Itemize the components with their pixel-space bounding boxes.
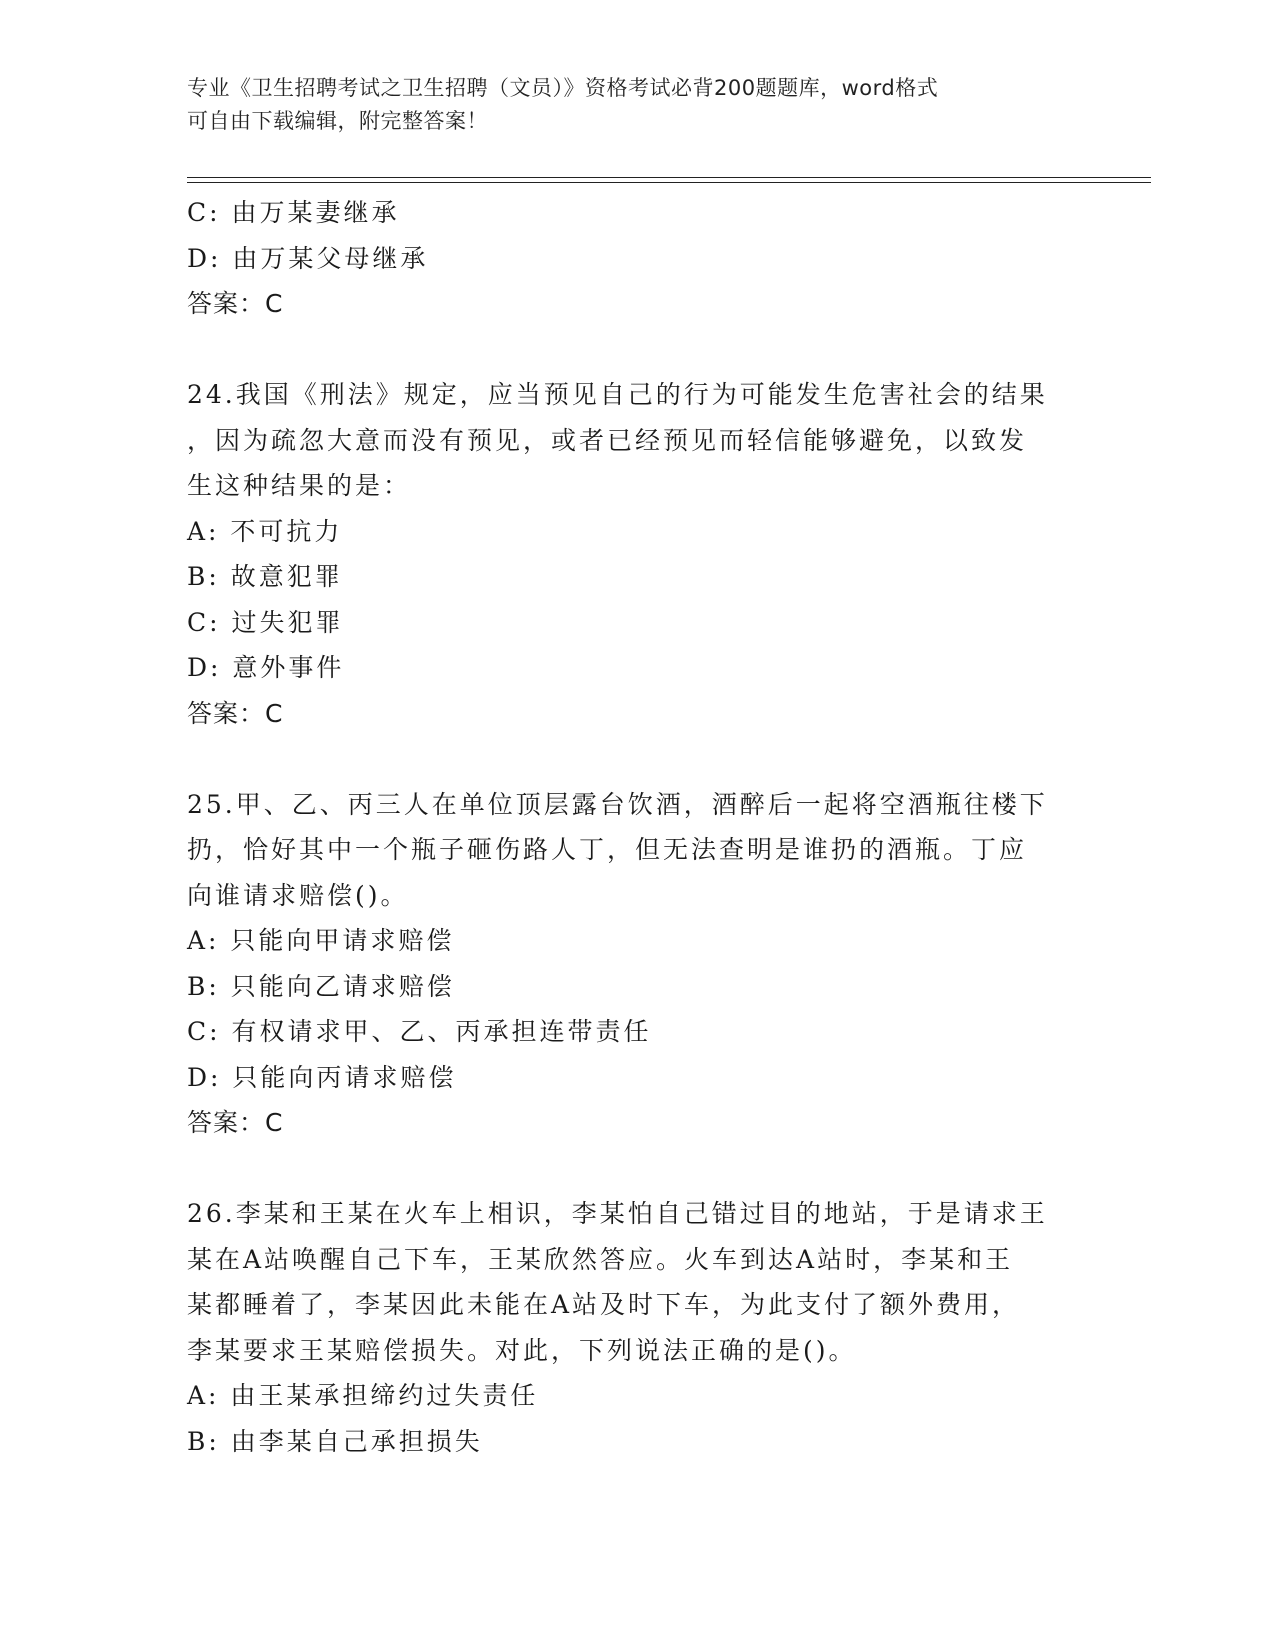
question-stem: 某在A站唤醒自己下车，王某欣然答应。火车到达A站时，李某和王: [187, 1244, 1014, 1274]
header-rule-bottom: [187, 182, 1151, 183]
answer: 答案：C: [187, 289, 284, 318]
question-24: [187, 372, 1087, 736]
question-stem: 生这种结果的是：: [187, 471, 412, 500]
header-line-1: 专业《卫生招聘考试之卫生招聘（文员）》资格考试必背200题题库，word格式: [187, 76, 939, 100]
option-c: C: 有权请求甲、乙、丙承担连带责任: [187, 1017, 652, 1046]
question-stem: 李某要求王某赔偿损失。对此，下列说法正确的是()。: [187, 1335, 857, 1365]
option-a: A: 不可抗力: [187, 516, 343, 546]
header-line-2: 可自由下载编辑，附完整答案！: [187, 109, 488, 133]
option-c: C: 由万某妻继承: [187, 198, 400, 227]
question-stem: 26.李某和王某在火车上相识，李某怕自己错过目的地站，于是请求王: [187, 1199, 1048, 1228]
option-b: B: 故意犯罪: [187, 562, 343, 591]
question-stem: 24.我国《刑法》规定，应当预见自己的行为可能发生危害社会的结果: [187, 380, 1048, 409]
option-a: A: 由王某承担缔约过失责任: [187, 1381, 539, 1410]
question-list: [187, 190, 1087, 1464]
option-d: D: 只能向丙请求赔偿: [187, 1062, 457, 1092]
option-b: B: 只能向乙请求赔偿: [187, 971, 455, 1001]
document-header: [187, 72, 1067, 138]
option-b: B: 由李某自己承担损失: [187, 1426, 483, 1456]
answer: 答案：C: [187, 698, 284, 728]
spacer: [187, 1146, 1087, 1192]
question-stem: ，因为疏忽大意而没有预见，或者已经预见而轻信能够避免，以致发: [187, 425, 1028, 455]
question-stem: 25.甲、乙、丙三人在单位顶层露台饮酒，酒醉后一起将空酒瓶往楼下: [187, 789, 1048, 819]
answer: 答案：C: [187, 1108, 284, 1137]
question-stem: 扔，恰好其中一个瓶子砸伤路人丁，但无法查明是谁扔的酒瓶。丁应: [187, 835, 1028, 864]
question-26: [187, 1191, 1087, 1464]
question-stem: 向谁请求赔偿()。: [187, 880, 409, 910]
spacer: [187, 736, 1087, 782]
option-a: A: 只能向甲请求赔偿: [187, 926, 455, 955]
option-d: D: 意外事件: [187, 653, 345, 682]
option-d: D: 由万某父母继承: [187, 243, 429, 273]
spacer: [187, 327, 1087, 373]
header-rule-top: [187, 177, 1151, 178]
question-stem: 某都睡着了，李某因此未能在A站及时下车，为此支付了额外费用，: [187, 1290, 1021, 1319]
option-c: C: 过失犯罪: [187, 607, 344, 637]
question-25: [187, 782, 1087, 1146]
question-23-tail: [187, 190, 1087, 327]
